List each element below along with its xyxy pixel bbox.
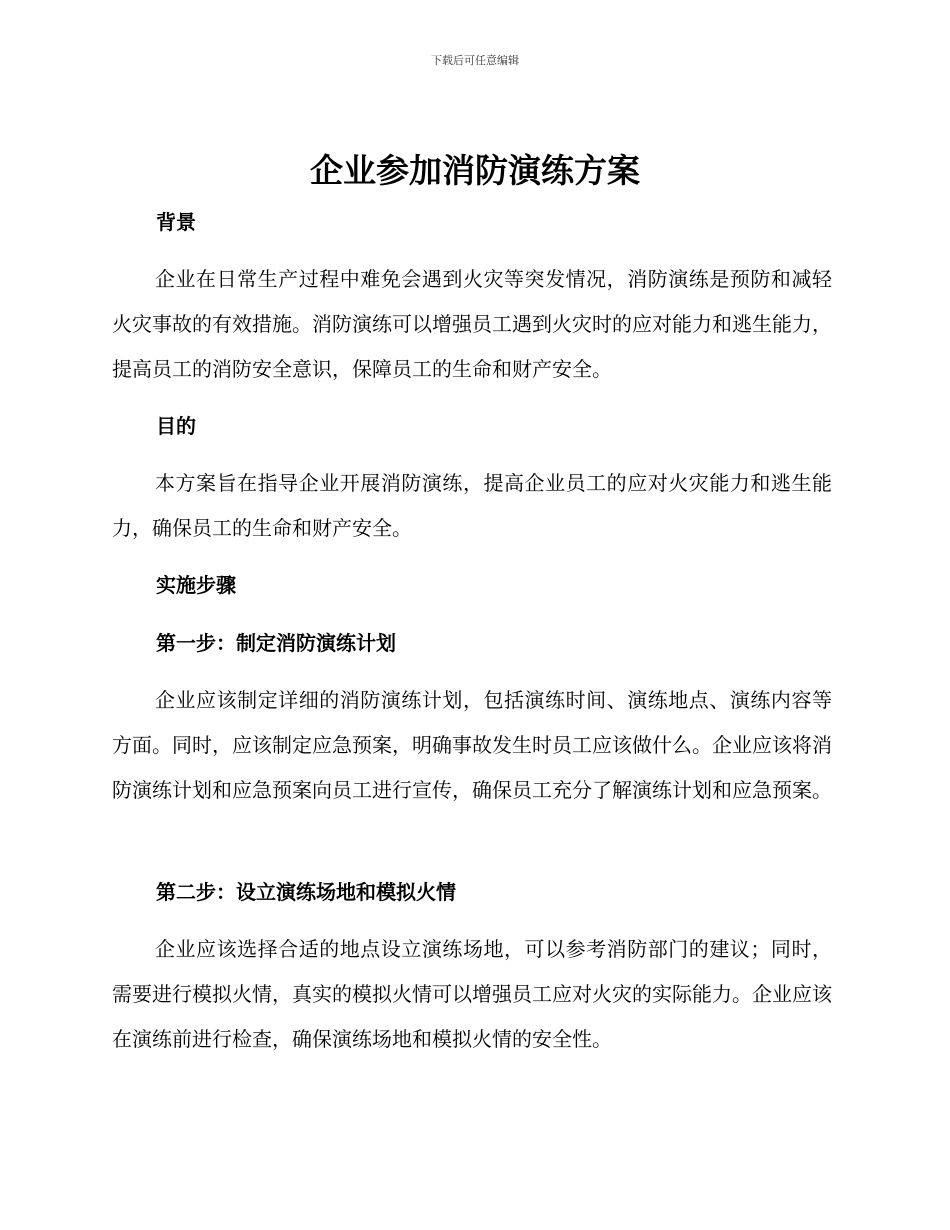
section-heading-background: 背景 [156,210,196,234]
step1-body: 企业应该制定详细的消防演练计划，包括演练时间、演练地点、演练内容等方面。同时，应该制定应急预案，明确事故发生时员工应该做什么。企业应该将消防演练计划和应急预案向员工进行宣传，确保员工充分了解演练计划和应急预案。 [112,688,832,802]
step2-heading: 第二步：设立演练场地和模拟火情 [156,880,456,904]
step1-heading: 第一步：制定消防演练计划 [156,631,396,655]
page-header-note: 下载后可任意编辑 [431,54,519,67]
section-body-purpose: 本方案旨在指导企业开展消防演练，提高企业员工的应对火灾能力和逃生能力，确保员工的生命和财产安全。 [112,471,832,540]
section-body-background: 企业在日常生产过程中难免会遇到火灾等突发情况，消防演练是预防和减轻火灾事故的有效措施。消防演练可以增强员工遇到火灾时的应对能力和逃生能力，提高员工的消防安全意识，保障员工的生命和财产安全。 [112,267,832,381]
section-heading-purpose: 目的 [156,414,196,438]
step2-body: 企业应该选择合适的地点设立演练场地，可以参考消防部门的建议；同时，需要进行模拟火情，真实的模拟火情可以增强员工应对火灾的实际能力。企业应该在演练前进行检查，确保演练场地和模拟火情的安全性。 [112,937,832,1051]
document-title: 企业参加消防演练方案 [310,151,640,190]
section-heading-steps: 实施步骤 [156,573,236,597]
